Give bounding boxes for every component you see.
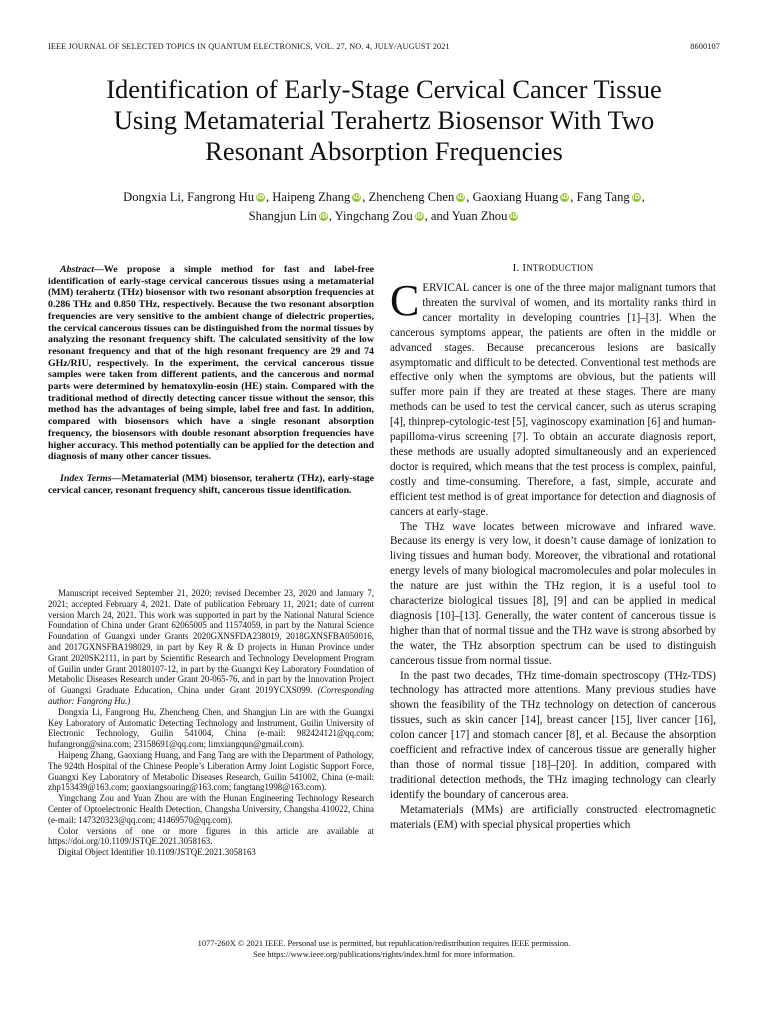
section-heading-introduction bbox=[390, 262, 716, 274]
title-line-2: Using Metamaterial Terahertz Biosensor With Two bbox=[113, 105, 655, 135]
corresponding-author: (Corresponding author: Fangrong Hu.) bbox=[48, 685, 374, 706]
author-line-1 bbox=[40, 188, 728, 207]
intro-paragraph-1 bbox=[390, 276, 716, 520]
title-line-1: Identification of Early-Stage Cervical Cancer Tissue bbox=[106, 74, 662, 104]
intro-paragraph-3: In the past two decades, THz time-domain spectroscopy (THz-TDS) technology has attracted more attentions. Many previous studies have shown the feasibility of the THz technology on detection of cancerous tissues, such as skin cancer [14], breast cancer [15], liver cancer [16], colon cancer [17] and stomach cancer [8], et al. Because the absorption coefficient and refractive index of cancerous tissue are generally higher than those of normal tissue [18]–[20]. In addition, compared with traditional detection methods, the THz imaging technology can clearly identify the boundary of cancerous area. bbox=[390, 669, 716, 801]
footnotes bbox=[48, 588, 374, 858]
orcid-icon[interactable]: iD bbox=[560, 193, 569, 201]
orcid-icon[interactable]: iD bbox=[415, 212, 423, 220]
author-line-2 bbox=[40, 207, 728, 226]
journal-header: IEEE JOURNAL OF SELECTED TOPICS IN QUANTUM ELECTRONICS, VOL. 27, NO. 4, JULY/AUGUST 2021 bbox=[48, 42, 450, 51]
footnote-color-versions: Color versions of one or more figures in this article are available at https://doi.org/10.1109/JSTQE.2021.3058163. bbox=[48, 825, 374, 847]
copyright-line: 1077-260X © 2021 IEEE. Personal use is permitted, but republication/redistribution requires IEEE permission. bbox=[197, 939, 571, 948]
author-list bbox=[40, 188, 728, 226]
author-name: , Fang Tang bbox=[570, 190, 630, 204]
left-column bbox=[48, 264, 374, 496]
abstract-label: Abstract bbox=[60, 264, 95, 275]
author-name: Dongxia Li, Fangrong Hu bbox=[123, 190, 254, 204]
article-number: 8600107 bbox=[690, 42, 720, 51]
orcid-icon[interactable]: iD bbox=[319, 212, 328, 220]
footnote-doi: Digital Object Identifier 10.1109/JSTQE.2021.3058163 bbox=[58, 847, 256, 858]
index-terms-label: Index Terms bbox=[60, 472, 112, 484]
intro-paragraph-2: The THz wave locates between microwave and infrared wave. Because its energy is very low, it doesn’t cause damage of ionization to living tissues and human body. Moreover, the vibrational and rotational energy levels of many biological macromolecules and polar molecules in the nature are just within the THz region, it is a useful tool to characterize biological tissues [8], [9] and can be applied in medical diagnosis [10]–[13]. Generally, the water content of cancerous tissue is higher than that of normal tissue and the THz wave is strong absorbed by the water, the THz absorption spectrum can be used to distinguish cancerous tissue from normal tissue. bbox=[390, 520, 716, 667]
intro-paragraph-4: Metamaterials (MMs) are artificially constructed electromagnetic materials (EM) with special physical properties which bbox=[390, 803, 716, 831]
section-initial: I bbox=[522, 262, 527, 274]
footnote-text: Manuscript received September 21, 2020; revised December 23, 2020 and January 7, 2021; accepted February 4, 2021. Date of publication February 11, 2021; date of current version March 24, 2021. This work was supported in part by the National Natural Science Foundation of China under Grant 62065005 and 11574059, in part by the Natural Science Foundation of Guangxi under Grants 2020GXNSFDA238019, 2018GXNSFBA050016, and 2017GXNSFBA198029, in part by Key R & D projects in Hunan Province under Grant 2020SK2111, in part by Scientific Research and Technology Development Program of Guilin under Grant 20180107-12, in part by the Guangxi Key Laboratory Foundation of Metabolic Diseases Research under Grant 20-065-76, and in part by the Innovation Project of Guangxi Graduate Education, China under Grant 2019YCXS099. bbox=[48, 588, 374, 696]
index-terms-text: —Metamaterial (MM) biosensor, terahertz (THz), early-stage cervical cancer, resonant frequency shift, cancerous tissue identification. bbox=[48, 472, 374, 496]
orcid-icon[interactable]: iD bbox=[510, 212, 518, 220]
orcid-icon[interactable]: iD bbox=[632, 193, 640, 201]
footnote-affiliation-2: Haipeng Zhang, Gaoxiang Huang, and Fang Tang are with the Department of Pathology, The 924th Hospital of the Chinese People’s Liberation Army Joint Logistic Support Force, Guangxi Key Laboratory of Metabolic Diseases Research, Guilin 541002, China (e-mail: zhp153439@163.com; gaoxiangsoaring@163.com; fangtang1998@163.com). bbox=[48, 749, 374, 793]
index-terms bbox=[48, 473, 374, 496]
section-number: I. bbox=[512, 262, 523, 274]
right-column bbox=[390, 262, 716, 833]
orcid-icon[interactable]: iD bbox=[456, 193, 465, 201]
footnote-affiliation-1: Dongxia Li, Fangrong Hu, Zhencheng Chen, and Shangjun Lin are with the Guangxi Key Laboratory of Automatic Detecting Technology and Instrument, Guilin University of Electronic Technology, Guilin 541004, China (e-mail: 982424121@qq.com; hufangrong@sina.com; 23158691@qq.com; limxiangqun@gmail.com). bbox=[48, 706, 374, 750]
abstract-text: —We propose a simple method for fast and label-free identification of early-stage cervical cancerous tissues using a metamaterial (MM) terahertz (THz) biosensor with two resonant absorption frequencies at 0.286 THz and 0.850 THz, respectively. Because the two resonant absorption frequencies are very sensitive to the ambient change of dielectric properties, the cervical cancerous tissues can be distinguished from the normal tissues by analyzing the resonant frequency shift. The calculated sensitivity of the low resonant frequency and that of the high resonant frequency are 29 and 74 GHz/RIU, respectively. In the experiment, the cervical cancerous tissue samples were taken from different patients, and the cancerous and normal parts were determined by hematoxylin-eosin (HE) stain. Compared with the traditional method of directly detecting cancer tissue without the sensor, this method has the advantages of being simple, label free and fast. In addition, compared with biosensors which have a single resonant absorption frequency, the biosensors with double resonant absorption frequencies have higher accuracy. This method potentially can be applied for the detection and diagnosis of many other cancer tissues. bbox=[48, 264, 374, 463]
author-name: , Yingchang Zou bbox=[328, 209, 413, 223]
author-name: , Gaoxiang Huang bbox=[466, 190, 559, 204]
author-name: , Haipeng Zhang bbox=[266, 190, 351, 204]
page-footer bbox=[40, 938, 728, 960]
orcid-icon[interactable]: iD bbox=[352, 193, 361, 201]
rights-link-line: See https://www.ieee.org/publications/rights/index.html for more information. bbox=[253, 950, 515, 959]
section-title: NTRODUCTION bbox=[526, 263, 594, 273]
author-name: , Zhencheng Chen bbox=[362, 190, 455, 204]
drop-cap: C bbox=[390, 276, 420, 325]
footnote-manuscript bbox=[48, 588, 374, 707]
running-head bbox=[48, 42, 720, 54]
author-name: , and Yuan Zhou bbox=[424, 209, 508, 223]
abstract bbox=[48, 264, 374, 463]
author-name: Shangjun Lin bbox=[248, 209, 317, 223]
author-separator: , bbox=[641, 190, 645, 204]
title-line-3: Resonant Absorption Frequencies bbox=[205, 136, 563, 166]
paper-title bbox=[40, 74, 728, 167]
orcid-icon[interactable]: iD bbox=[256, 193, 265, 201]
intro-lead-word: ERVICAL bbox=[422, 282, 470, 294]
footnote-affiliation-3: Yingchang Zou and Yuan Zhou are with the Hunan Engineering Technology Research Center of Optoelectronic Health Detection, Changsha University, Changsha 410022, China (e-mail: 147320323@qq.com; 41469570@qq.com). bbox=[48, 793, 374, 825]
intro-paragraph-1-text: cancer is one of the three major malignant tumors that threaten the survival of women, and its mortality ranks third in cancer mortality in developing countries [1]–[3]. When the cancerous symptoms appear, the patients are often in the middle or advanced stages. Because precancerous lesions are basically asymptomatic and difficult to be detected. Conventional test methods are effective only when the symptoms are obvious, but the patients will suffer more pain if they are treated at these stages. There are many methods can be used to test the cervical cancer, such as uterus scraping [4], thinprep-cytologic-test [5], vaginoscopy examination [6] and human-papilloma-virus screening [7]. To obtain an accurate diagnosis report, these methods are usually adopted simultaneously and an experienced doctor is required, which means that the test process is complex, painful, costly and time-consuming. Therefore, a fast, simple, accurate and efficient test method is of great importance for detection and diagnosis of cancers at early-stage. bbox=[390, 282, 716, 518]
